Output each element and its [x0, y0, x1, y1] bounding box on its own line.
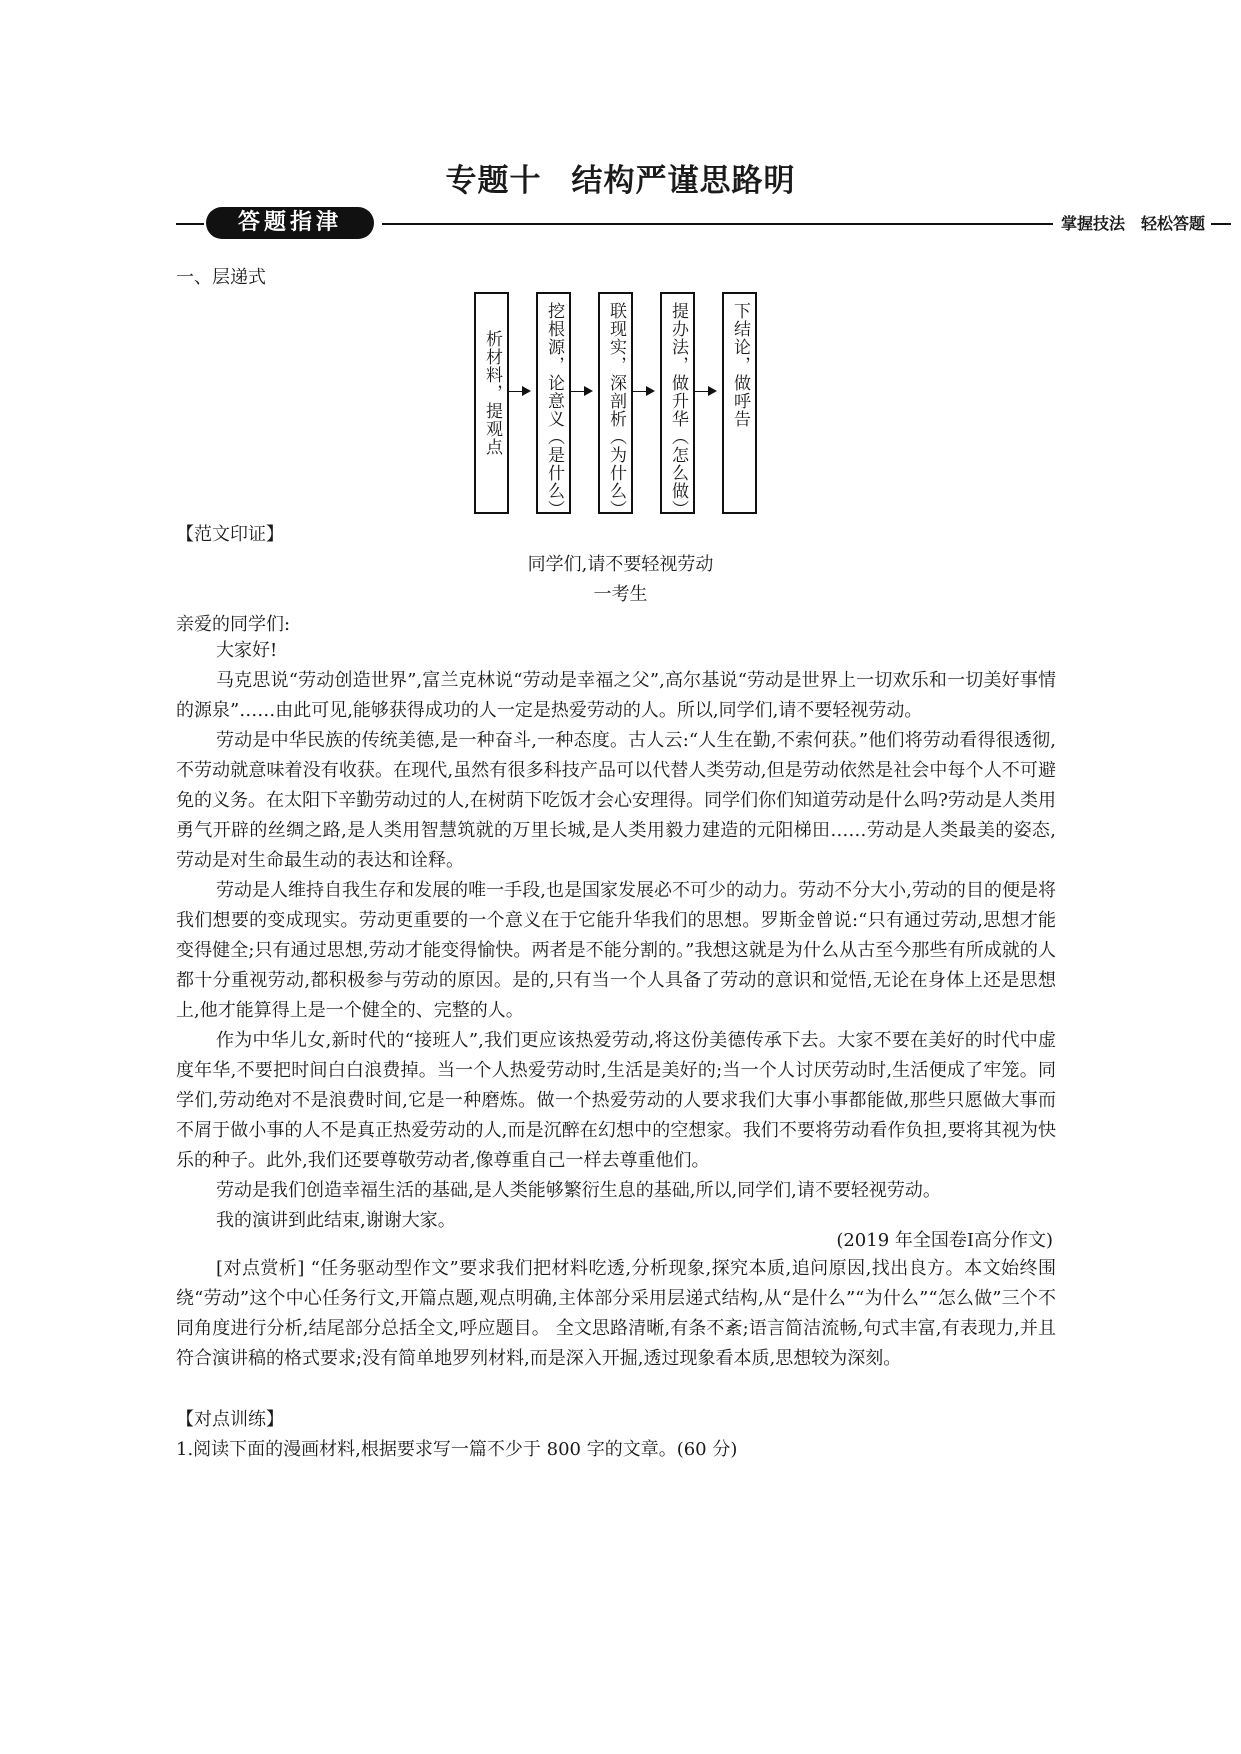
flow-step-5-text: 下结论，做呼告: [730, 302, 750, 428]
banner-badge: 答题指津: [206, 207, 374, 239]
flow-step-3-text: 联现实，深剖析（为什么）: [606, 302, 626, 518]
section-heading: 一、层递式: [176, 267, 266, 288]
essay-closing: 我的演讲到此结束,谢谢大家。: [216, 1210, 456, 1231]
flow-arrow-2: [571, 391, 591, 392]
flow-step-1-text: 析材料，提观点: [482, 330, 502, 456]
essay-source: (2019 年全国卷Ⅰ高分作文): [836, 1230, 1053, 1251]
flow-step-4: [660, 292, 695, 518]
analysis-block: [176, 1254, 1056, 1374]
flow-step-4-text: 提办法，做升华（怎么做）: [668, 302, 688, 518]
flow-diagram: [474, 292, 794, 518]
flow-step-5: [722, 292, 757, 514]
banner-rule-left: [176, 223, 204, 225]
essay-paragraph: 劳动是中华民族的传统美德,是一种奋斗,一种态度。古人云:“人生在勤,不索何获。”他们将劳动看得很透彻,不劳动就意味着没有收获。在现代,虽然有很多科技产品可以代替人类劳动,但是劳动依然是社会中每个人不可避免的义务。在太阳下辛勤劳动过的人,在树荫下吃饭才会心安理得。同学们你们知道劳动是什么吗?劳动是人类用勇气开辟的丝绸之路,是人类用智慧筑就的万里长城,是人类用毅力建造的元阳梯田……劳动是人类最美的姿态,劳动是对生命最生动的表达和诠释。: [176, 730, 1056, 871]
banner-tag-1: 掌握技法: [1060, 214, 1125, 233]
example-label: 【范文印证】: [176, 524, 284, 545]
flow-step-1: [474, 292, 509, 514]
banner-rule-right: [1213, 223, 1231, 225]
practice-label: 【对点训练】: [176, 1409, 284, 1430]
essay-paragraph: 劳动是人维持自我生存和发展的唯一手段,也是国家发展必不可少的动力。劳动不分大小,劳动的目的便是将我们想要的变成现实。劳动更重要的一个意义在于它能升华我们的思想。罗斯金曾说:“只有通过劳动,思想才能变得健全;只有通过思想,劳动才能变得愉快。两者是不能分割的。”我想这就是为什么从古至今那些有所成就的人都十分重视劳动,都积极参与劳动的原因。是的,只有当一个人具备了劳动的意识和觉悟,无论在身体上还是思想上,他才能算得上是一个健全的、完整的人。: [176, 880, 1056, 1021]
banner-tagline: [1053, 211, 1211, 234]
banner-tag-2: 轻松答题: [1140, 214, 1205, 233]
essay-salutation: 亲爱的同学们:: [176, 614, 291, 635]
essay-greeting: 大家好!: [216, 640, 278, 661]
flow-step-2: [536, 292, 571, 518]
title-topic-name: 结构严谨思路明: [571, 163, 796, 199]
flow-arrow-3: [633, 391, 653, 392]
essay-paragraph: 作为中华儿女,新时代的“接班人”,我们更应该热爱劳动,将这份美德传承下去。大家不要在美好的时代中虚度年华,不要把时间白白浪费掉。当一个人热爱劳动时,生活是美好的;当一个人讨厌劳动时,生活便成了牢笼。同学们,劳动绝对不是浪费时间,它是一种磨炼。做一个热爱劳动的人要求我们大事小事都能做,那些只愿做大事而不屑于做小事的人不是真正热爱劳动的人,而是沉醉在幻想中的空想家。我们不要将劳动看作负担,要将其视为快乐的种子。此外,我们还要尊敬劳动者,像尊重自己一样去尊重他们。: [176, 1030, 1056, 1171]
essay-author: 一考生: [593, 584, 648, 605]
essay-paragraph: 劳动是我们创造幸福生活的基础,是人类能够繁衍生息的基础,所以,同学们,请不要轻视劳动。: [216, 1180, 941, 1201]
analysis-text: [对点赏析] “任务驱动型作文”要求我们把材料吃透,分析现象,探究本质,追问原因,找出良方。本文始终围绕“劳动”这个中心任务行文,开篇点题,观点明确,主体部分采用层递式结构,从“是什么”“为什么”“怎么做”三个不同角度进行分析,结尾部分总括全文,呼应题目。 全文思路清晰,有条不紊;语言简洁流畅,句式丰富,有表现力,并且符合演讲稿的格式要求;没有简单地罗列材料,而是深入开掘,透过现象看本质,思想较为深刻。: [176, 1258, 1056, 1369]
flow-arrow-4: [695, 391, 715, 392]
essay-title: 同学们,请不要轻视劳动: [527, 554, 714, 575]
essay-body: [176, 636, 1056, 1236]
flow-step-2-text: 挖根源，论意义（是什么）: [544, 302, 564, 518]
page-title: [0, 155, 1241, 200]
section-banner: [176, 206, 1231, 240]
flow-arrow-1: [509, 391, 529, 392]
title-topic-number: 专题十: [445, 163, 542, 199]
essay-paragraph: 马克思说“劳动创造世界”,富兰克林说“劳动是幸福之父”,高尔基说“劳动是世界上一切欢乐和一切美好事情的源泉”……由此可见,能够获得成功的人一定是热爱劳动的人。所以,同学们,请不要轻视劳动。: [176, 670, 1056, 721]
practice-question: 1.阅读下面的漫画材料,根据要求写一篇不少于 800 字的文章。(60 分): [176, 1439, 738, 1460]
flow-step-3: [598, 292, 633, 518]
